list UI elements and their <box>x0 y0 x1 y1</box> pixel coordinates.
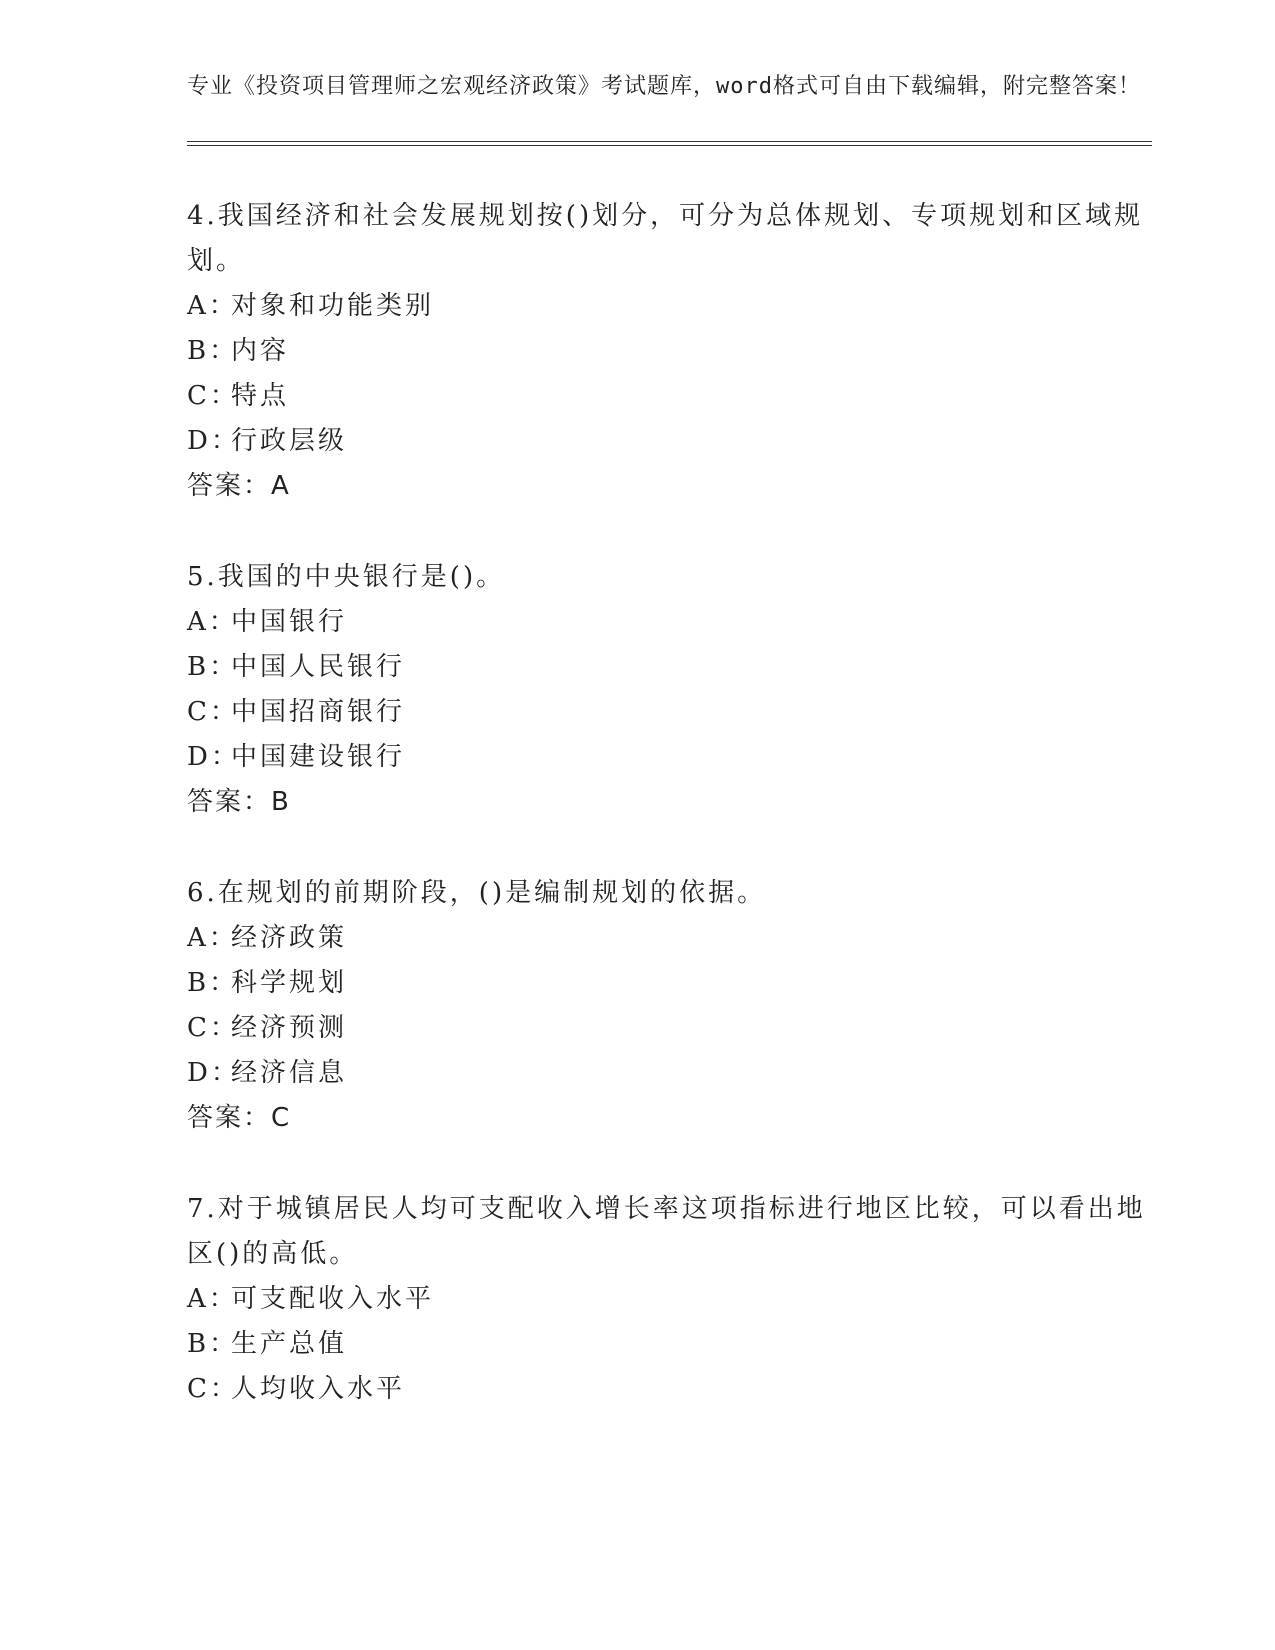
option-text: 经济预测 <box>231 1013 348 1043</box>
answer-line: 答案：A <box>187 471 291 501</box>
option-text: 经济信息 <box>231 1058 348 1088</box>
option-c <box>187 374 1152 419</box>
option-c <box>187 690 1152 735</box>
answer-line: 答案：B <box>187 787 291 817</box>
document-page <box>187 70 1152 1458</box>
option-d <box>187 419 1152 464</box>
option-text: 中国银行 <box>231 607 348 637</box>
option-key: D： <box>187 742 240 772</box>
option-key: B： <box>187 652 239 682</box>
option-c <box>187 1006 1152 1051</box>
option-b <box>187 961 1152 1006</box>
option-key: B： <box>187 1329 239 1359</box>
question-item <box>187 555 1152 825</box>
option-text: 内容 <box>231 336 290 366</box>
option-d <box>187 735 1152 780</box>
double-rule-divider <box>187 141 1152 146</box>
option-key: C： <box>187 697 239 727</box>
question-stem: 7.对于城镇居民人均可支配收入增长率这项指标进行地区比较，可以看出地区()的高低。 <box>187 1194 1146 1269</box>
option-key: C： <box>187 1013 239 1043</box>
question-stem: 6.在规划的前期阶段，()是编制规划的依据。 <box>187 878 767 908</box>
option-key: B： <box>187 336 239 366</box>
option-text: 行政层级 <box>231 426 348 456</box>
option-key: C： <box>187 381 239 411</box>
option-a <box>187 600 1152 645</box>
question-stem: 4.我国经济和社会发展规划按()划分，可分为总体规划、专项规划和区域规划。 <box>187 201 1144 276</box>
question-item <box>187 871 1152 1141</box>
option-key: C： <box>187 1374 239 1404</box>
option-text: 中国招商银行 <box>231 697 406 727</box>
option-b <box>187 645 1152 690</box>
option-b <box>187 1322 1152 1367</box>
option-c <box>187 1367 1152 1412</box>
option-text: 科学规划 <box>231 968 348 998</box>
answer-line: 答案：C <box>187 1103 292 1133</box>
option-text: 生产总值 <box>231 1329 348 1359</box>
question-stem: 5.我国的中央银行是()。 <box>187 562 506 592</box>
option-a <box>187 1277 1152 1322</box>
option-d <box>187 1051 1152 1096</box>
option-text: 对象和功能类别 <box>231 291 435 321</box>
option-text: 中国人民银行 <box>231 652 406 682</box>
option-text: 可支配收入水平 <box>231 1284 435 1314</box>
option-text: 中国建设银行 <box>231 742 406 772</box>
option-key: A： <box>187 607 238 637</box>
question-item <box>187 1187 1152 1412</box>
option-text: 人均收入水平 <box>231 1374 406 1404</box>
option-key: A： <box>187 923 238 953</box>
document-intro: 专业《投资项目管理师之宏观经济政策》考试题库，word格式可自由下载编辑，附完整答案！ <box>187 74 1141 99</box>
question-item <box>187 194 1152 509</box>
option-key: D： <box>187 1058 240 1088</box>
option-a <box>187 916 1152 961</box>
question-list <box>187 194 1152 1412</box>
option-a <box>187 284 1152 329</box>
option-text: 特点 <box>231 381 290 411</box>
option-key: D： <box>187 426 240 456</box>
option-text: 经济政策 <box>231 923 348 953</box>
option-key: B： <box>187 968 239 998</box>
option-key: A： <box>187 291 238 321</box>
option-key: A： <box>187 1284 238 1314</box>
option-b <box>187 329 1152 374</box>
